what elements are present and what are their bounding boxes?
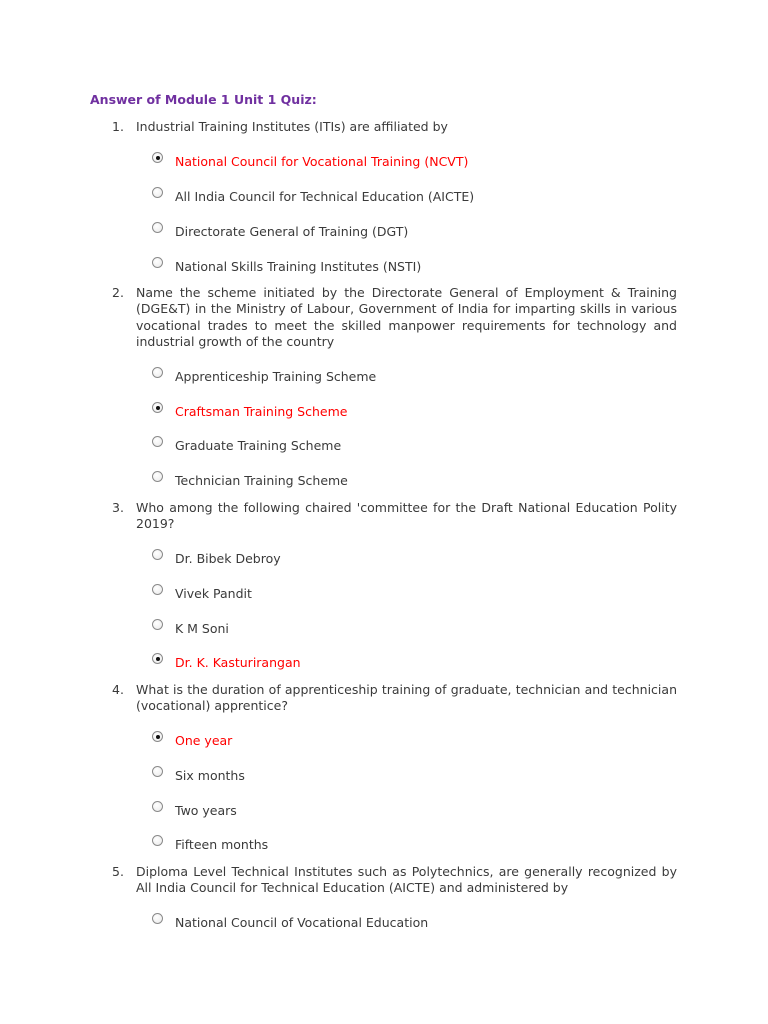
radio-unchecked-icon[interactable] bbox=[152, 584, 163, 595]
option-label: Dr. Bibek Debroy bbox=[175, 551, 281, 566]
option-label: One year bbox=[175, 733, 233, 748]
question-text: Who among the following chaired 'committee for the Draft National Education Polity 2019? bbox=[136, 500, 677, 532]
radio-unchecked-icon[interactable] bbox=[152, 766, 163, 777]
question-number: 3. bbox=[112, 500, 124, 515]
question-text: What is the duration of apprenticeship training of graduate, technician and technician (vocational) apprentice? bbox=[136, 682, 677, 714]
radio-checked-icon[interactable] bbox=[152, 731, 163, 742]
question-text: Name the scheme initiated by the Directorate General of Employment & Training (DGE&T) in the Ministry of Labour, Government of India for imparting skills in various vocational trades to meet the skilled manpower requirements for technology and industrial growth of the country bbox=[136, 285, 677, 349]
question-number: 5. bbox=[112, 864, 124, 879]
option-label: K M Soni bbox=[175, 621, 229, 636]
option-label: Two years bbox=[175, 803, 237, 818]
radio-unchecked-icon[interactable] bbox=[152, 619, 163, 630]
option-label: National Skills Training Institutes (NSTI) bbox=[175, 259, 422, 274]
option-label: Graduate Training Scheme bbox=[175, 438, 342, 453]
radio-unchecked-icon[interactable] bbox=[152, 436, 163, 447]
option-label: Fifteen months bbox=[175, 837, 269, 852]
radio-unchecked-icon[interactable] bbox=[152, 257, 163, 268]
option-label: Six months bbox=[175, 768, 245, 783]
option-label: Dr. K. Kasturirangan bbox=[175, 655, 301, 670]
option-label: National Council of Vocational Education bbox=[175, 915, 429, 930]
option-label: Apprenticeship Training Scheme bbox=[175, 369, 377, 384]
question-text: Diploma Level Technical Institutes such as Polytechnics, are generally recognized by All India Council for Technical Education (AICTE) and administered by bbox=[136, 864, 677, 896]
radio-unchecked-icon[interactable] bbox=[152, 801, 163, 812]
question-number: 4. bbox=[112, 682, 124, 697]
question-text: Industrial Training Institutes (ITIs) are affiliated by bbox=[136, 119, 448, 134]
radio-checked-icon[interactable] bbox=[152, 402, 163, 413]
radio-unchecked-icon[interactable] bbox=[152, 835, 163, 846]
radio-unchecked-icon[interactable] bbox=[152, 222, 163, 233]
option-label: Technician Training Scheme bbox=[175, 473, 348, 488]
radio-unchecked-icon[interactable] bbox=[152, 471, 163, 482]
radio-unchecked-icon[interactable] bbox=[152, 549, 163, 560]
option-label: Vivek Pandit bbox=[175, 586, 252, 601]
question-number: 2. bbox=[112, 285, 124, 300]
option-label: Craftsman Training Scheme bbox=[175, 404, 348, 419]
radio-unchecked-icon[interactable] bbox=[152, 913, 163, 924]
option-label: National Council for Vocational Training (NCVT) bbox=[175, 154, 469, 169]
radio-checked-icon[interactable] bbox=[152, 152, 163, 163]
option-label: Directorate General of Training (DGT) bbox=[175, 224, 409, 239]
page-title: Answer of Module 1 Unit 1 Quiz: bbox=[90, 92, 317, 107]
radio-unchecked-icon[interactable] bbox=[152, 367, 163, 378]
question-number: 1. bbox=[112, 119, 124, 134]
radio-unchecked-icon[interactable] bbox=[152, 187, 163, 198]
radio-checked-icon[interactable] bbox=[152, 653, 163, 664]
option-label: All India Council for Technical Education (AICTE) bbox=[175, 189, 475, 204]
